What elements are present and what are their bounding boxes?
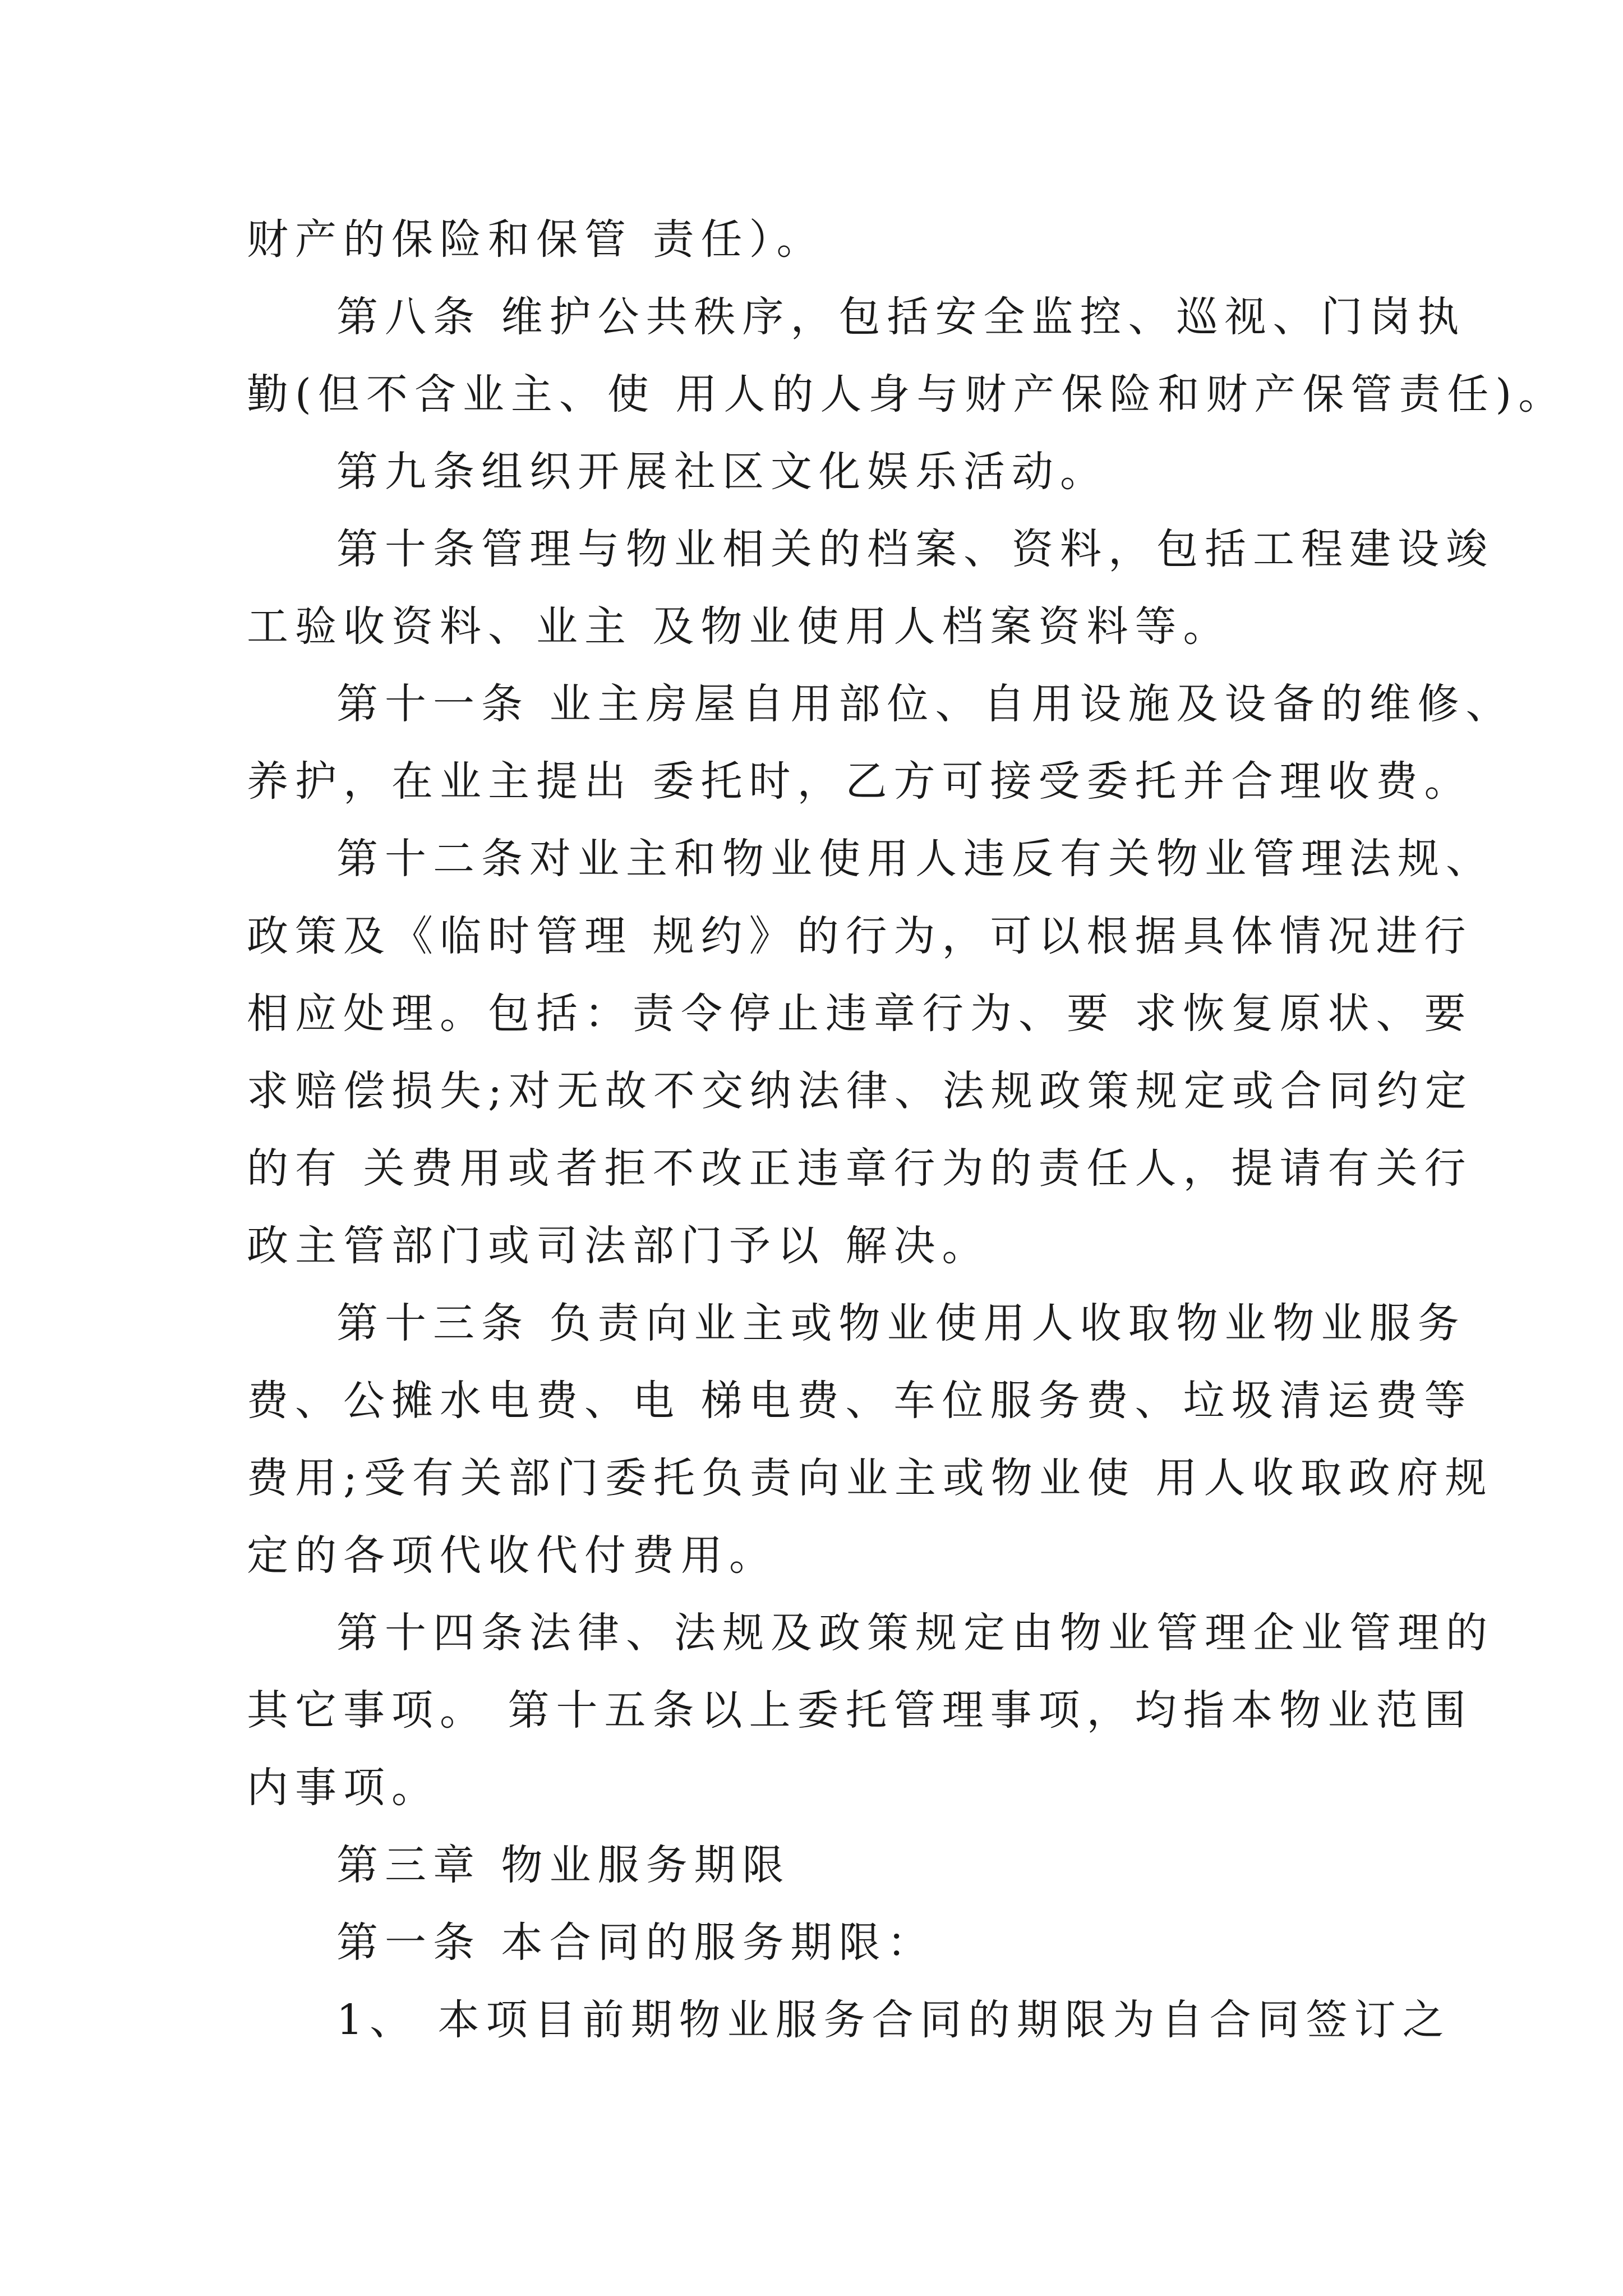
text-line: 第八条 维护公共秩序，包括安全监控、巡视、门岗执	[336, 293, 1466, 341]
text-line: 求赔偿损失;对无故不交纳法律、法规政策规定或合同约定	[247, 1067, 1473, 1115]
text-line: 第十一条 业主房屋自用部位、自用设施及设备的维修、	[336, 680, 1514, 728]
text-line: 养护，在业主提出 委托时，乙方可接受委托并合理收费。	[247, 757, 1473, 806]
text-line: 勤(但不含业主、使 用人的人身与财产保险和财产保管责任)。	[247, 370, 1567, 418]
text-line: 其它事项。 第十五条以上委托管理事项，均指本物业范围	[247, 1686, 1473, 1734]
chapter-heading: 第三章 物业服务期限	[336, 1841, 791, 1889]
text-line: 相应处理。包括：责令停止违章行为、要 求恢复原状、要	[247, 990, 1473, 1038]
text-line: 1、 本项目前期物业服务合同的期限为自合同签订之	[336, 1996, 1451, 2044]
text-line: 第九条组织开展社区文化娱乐活动。	[336, 448, 1108, 496]
text-line: 政策及《临时管理 规约》的行为，可以根据具体情况进行	[247, 912, 1473, 960]
text-line: 第十条管理与物业相关的档案、资料，包括工程建设竣	[336, 525, 1494, 573]
text-line: 定的各项代收代付费用。	[247, 1531, 777, 1580]
text-line: 内事项。	[247, 1764, 440, 1812]
text-line: 第十二条对业主和物业使用人违反有关物业管理法规、	[336, 835, 1494, 883]
text-line: 第一条 本合同的服务期限：	[336, 1918, 935, 1967]
text-line: 费用;受有关部门委托负责向业主或物业使 用人收取政府规	[247, 1454, 1493, 1502]
text-line: 费、公摊水电费、电 梯电费、车位服务费、垃圾清运费等	[247, 1377, 1473, 1425]
text-line: 政主管部门或司法部门予以 解决。	[247, 1222, 990, 1270]
text-line: 第十四条法律、法规及政策规定由物业管理企业管理的	[336, 1609, 1494, 1657]
text-line: 的有 关费用或者拒不改正违章行为的责任人，提请有关行	[247, 1144, 1473, 1193]
text-line: 财产的保险和保管 责任）。	[247, 215, 825, 264]
text-line: 工验收资料、业主 及物业使用人档案资料等。	[247, 602, 1232, 651]
text-line: 第十三条 负责向业主或物业使用人收取物业物业服务	[336, 1299, 1466, 1347]
